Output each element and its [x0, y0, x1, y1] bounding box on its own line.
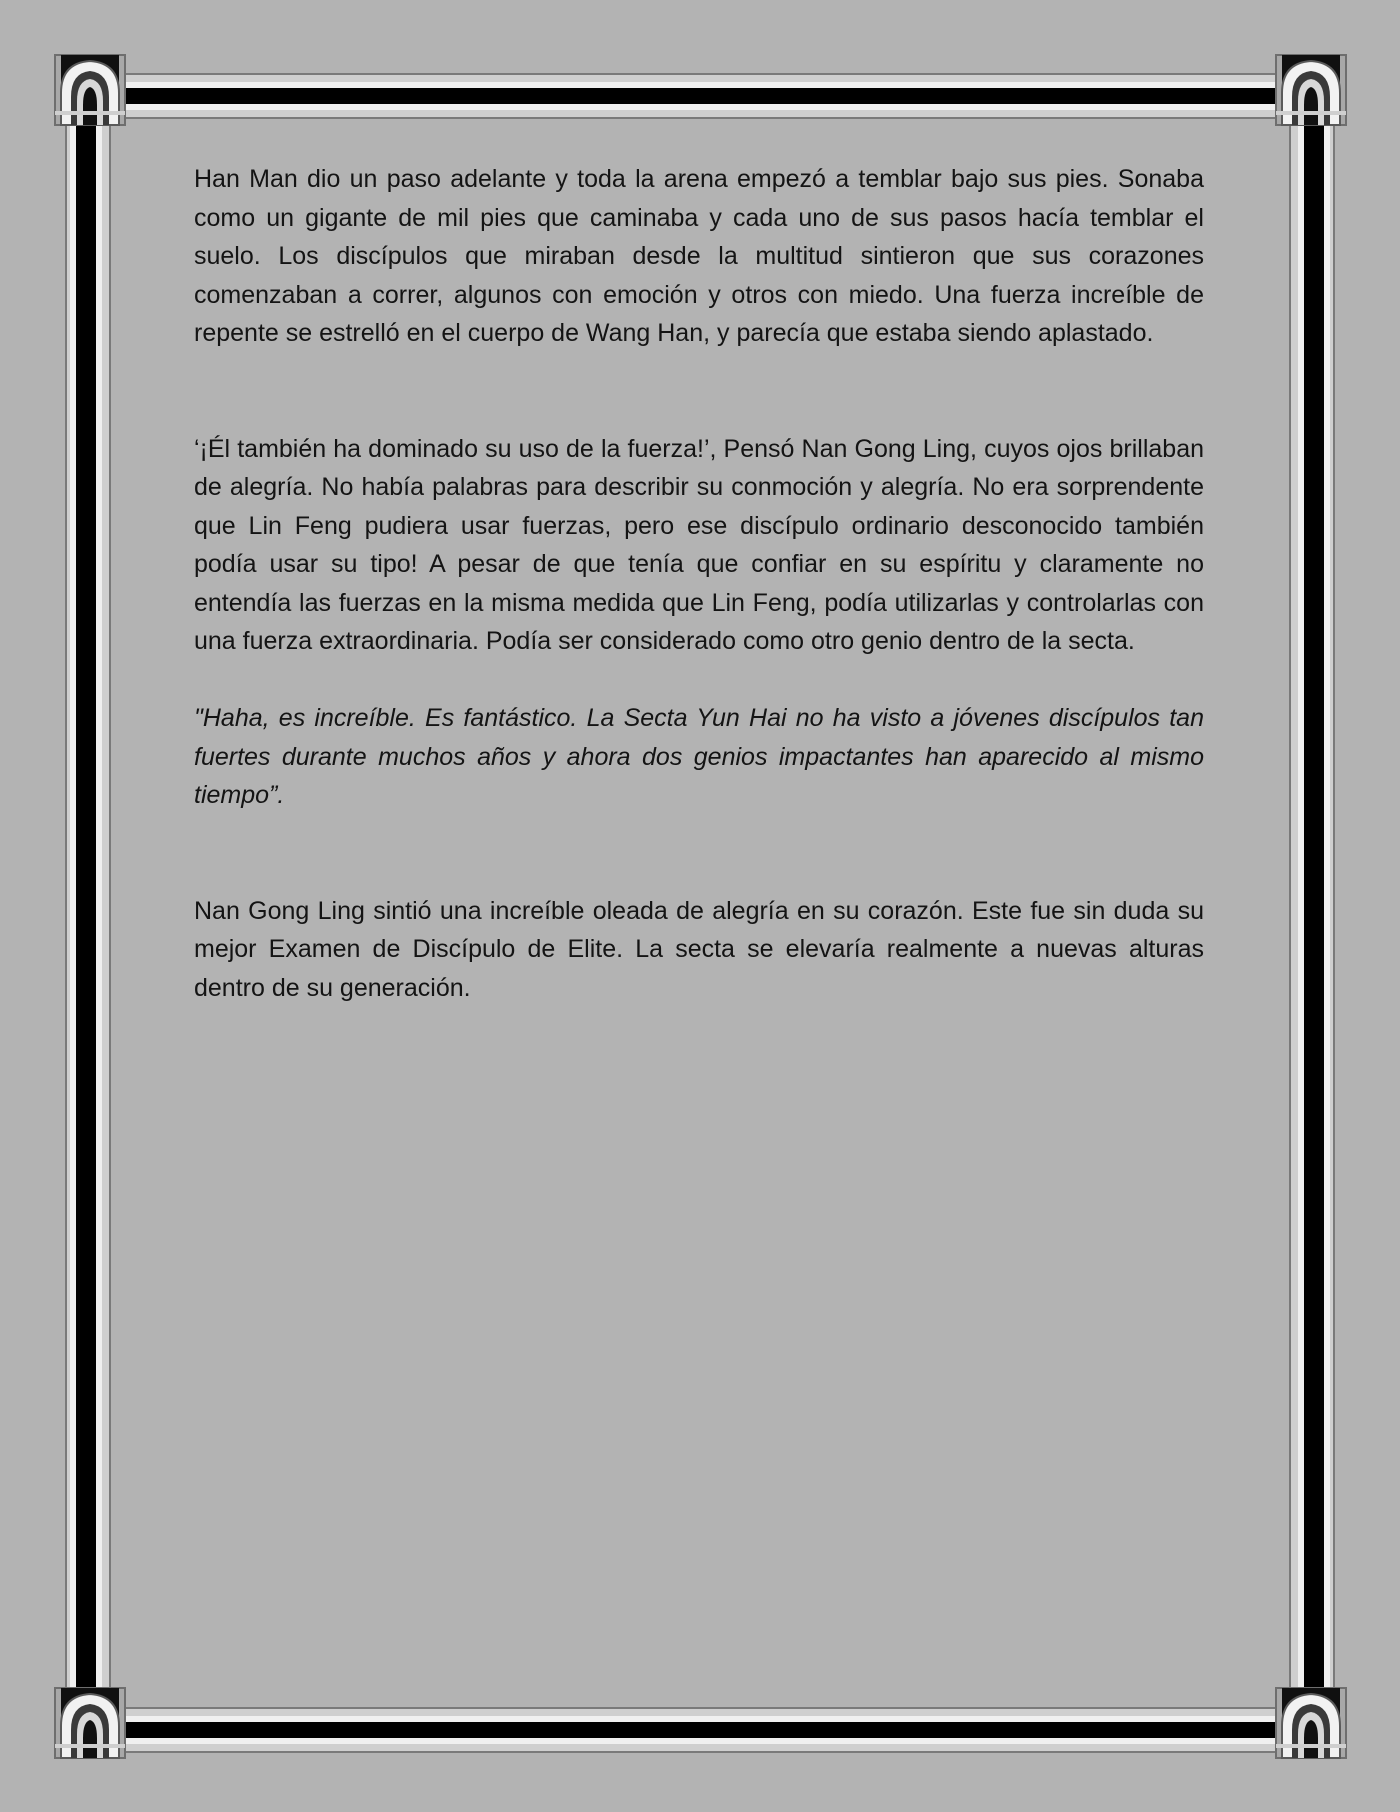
- paragraph-3-quote: "Haha, es increíble. Es fantástico. La Secta Yun Hai no ha visto a jóvenes discípulos tan fuertes durante muchos años y ahora dos genios impactantes han aparecido al mismo tiempo”.: [194, 704, 1204, 809]
- paragraph-1: Han Man dio un paso adelante y toda la arena empezó a temblar bajo sus pies. Sonaba como un gigante de mil pies que caminaba y cada uno de sus pasos hacía temblar el suelo. Los discípulos que miraban desde la multitud sintieron que sus corazones comenzaban a correr, algunos con emoción y otros con miedo. Una fuerza increíble de repente se estrelló en el cuerpo de Wang Han, y parecía que estaba siendo aplastado.: [194, 165, 1204, 347]
- paragraph-4: Nan Gong Ling sintió una increíble oleada de alegría en su corazón. Este fue sin duda su mejor Examen de Discípulo de Elite. La secta se elevaría realmente a nuevas alturas dentro de su generación.: [194, 896, 1204, 1002]
- paragraph-2: ‘¡Él también ha dominado su uso de la fuerza!’, Pensó Nan Gong Ling, cuyos ojos brillaban de alegría. No había palabras para describir su conmoción y alegría. No era sorprendente que Lin Feng pudiera usar fuerzas, pero ese discípulo ordinario desconocido también podía usar su tipo! A pesar de que tenía que confiar en su espíritu y claramente no entendía las fuerzas en la misma medida que Lin Feng, podía utilizarlas y controlarlas con una fuerza extraordinaria. Podía ser considerado como otro genio dentro de la secta.: [194, 434, 1204, 655]
- document-body: [194, 160, 1204, 1007]
